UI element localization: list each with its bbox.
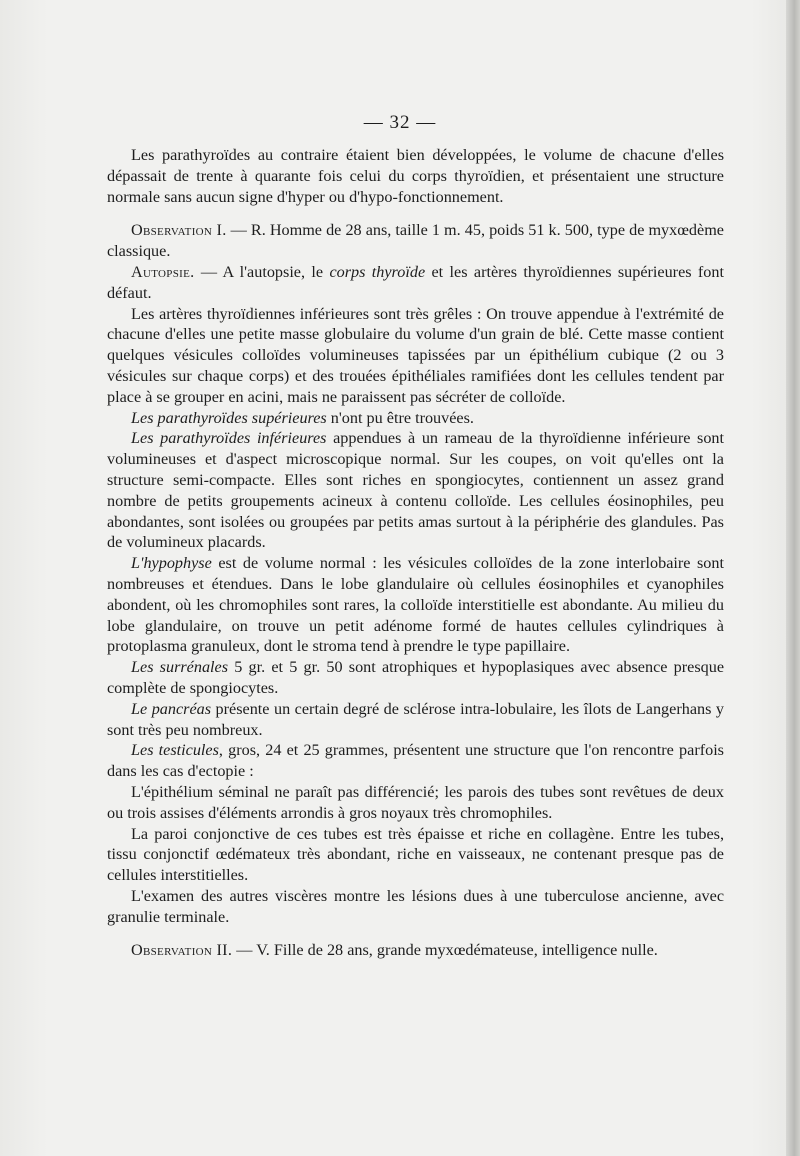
italic-term: Les parathyroïdes supérieures: [131, 408, 327, 427]
autopsie-lead: Autopsie.: [131, 262, 195, 281]
observation-1: [107, 220, 724, 262]
italic-term: Les testicules: [131, 741, 219, 760]
spacer: [107, 927, 724, 940]
italic-term: Les parathyroïdes inférieures: [131, 429, 327, 448]
observation-1-lead: Observation I.: [131, 221, 227, 240]
observation-2-text: — V. Fille de 28 ans, grande myxœdémateuse, intelligence nulle.: [232, 941, 658, 960]
paragraph-text: présente un certain degré de sclérose intra-lobulaire, les îlots de Langerhans y sont très peu nombreux.: [107, 699, 724, 739]
italic-term: Les surrénales: [131, 658, 229, 677]
page-edge-shadow: [786, 0, 800, 1156]
autopsie-text-a: — A l'autopsie, le: [194, 262, 330, 281]
paragraph-text: appendues à un rameau de la thyroïdienne inférieure sont volumineuses et d'aspect microscopique normal. Sur les coupes, on voit qu'elles ont la structure semi-compacte. Elles sont riches en spongiocytes, contiennent un assez grand nombre de petits groupements acineux à contenu colloïde. Les cellules éosinophiles, peu abondantes, sont isolées ou groupées par petits amas surtout à la périphérie des glandules. Pas de volumineux placards.: [107, 429, 725, 552]
paragraph-text: , gros, 24 et 25 grammes, présentent une structure que l'on rencontre parfois dans les cas d'ectopie :: [107, 741, 724, 781]
paragraph-parathyroides: Les parathyroïdes au contraire étaient bien développées, le volume de chacune d'elles dépassait de trente à quarante fois celui du corps thyroïdien, et présentaient une structure normale sans aucun signe d'hyper ou d'hypo-fonctionnement.: [107, 146, 724, 206]
observation-1-text: — R. Homme de 28 ans, taille 1 m. 45, poids 51 k. 500, type de myxœdème classique.: [107, 221, 724, 261]
italic-term: Le pancréas: [131, 699, 212, 718]
paragraph-hypophyse: [107, 553, 724, 657]
paragraph-text: n'ont pu être trouvées.: [326, 408, 474, 427]
page-number: — 32 —: [363, 112, 437, 133]
italic-term: L'hypophyse: [131, 554, 212, 573]
observation-2: [107, 940, 724, 961]
paragraph-pancreas: [107, 699, 724, 741]
paragraph-surrenales: [107, 657, 724, 699]
paragraph-paroi: La paroi conjonctive de ces tubes est très épaisse et riche en collagène. Entre les tubes, tissu conjonctif œdémateux très abondant, riche en vaisseaux, ne contenant presque pas de cellules interstitielles.: [107, 824, 724, 885]
autopsie-text-b: et les artères thyroïdiennes supérieures font défaut.: [107, 262, 724, 302]
body-text: [107, 145, 724, 961]
paragraph-parathyroides-inf: [107, 428, 724, 553]
paragraph-text: 5 gr. et 5 gr. 50 sont atrophiques et hypoplasiques avec absence presque complète de spongiocytes.: [107, 658, 725, 697]
autopsie-italic: corps thyroïde: [329, 262, 426, 281]
paragraph-parathyroides-sup: [107, 408, 724, 429]
spacer: [107, 207, 724, 220]
paragraph-epithelium: L'épithélium séminal ne paraît pas différencié; les parois des tubes sont revêtues de deux ou trois assises d'éléments arrondis à gros noyaux très chromophiles.: [107, 782, 724, 822]
paragraph-examen: L'examen des autres viscères montre les lésions dues à une tuberculose ancienne, avec granulie terminale.: [107, 886, 724, 926]
observation-2-lead: Observation II.: [131, 941, 233, 960]
paragraph-testicules: [107, 740, 724, 782]
paragraph-text: est de volume normal : les vésicules colloïdes de la zone interlobaire sont nombreuses et étendues. Dans le lobe glandulaire où cellules éosinophiles et cyanophiles abondent, où les chromophiles sont rares, la colloïde interstitielle est abondante. Au milieu du lobe glandulaire, on trouve un petit adénome formé de hautes cellules cylindriques à protoplasma granuleux, dont le stroma tend à prendre le type papillaire.: [107, 554, 724, 656]
autopsie-paragraph: [107, 262, 724, 304]
paragraph-arteres: Les artères thyroïdiennes inférieures sont très grêles : On trouve appendue à l'extrémité de chacune d'elles une petite masse globulaire du volume d'un grain de blé. Cette masse contient quelques vésicules colloïdes volumineuses tapissées par un épithélium cubique (2 ou 3 vésicules sur chaque corps) et des trouées épithéliales ramifiées dont les cellules tendent par place à se grouper en acini, mais ne paraissent pas sécréter de colloïde.: [107, 304, 724, 406]
